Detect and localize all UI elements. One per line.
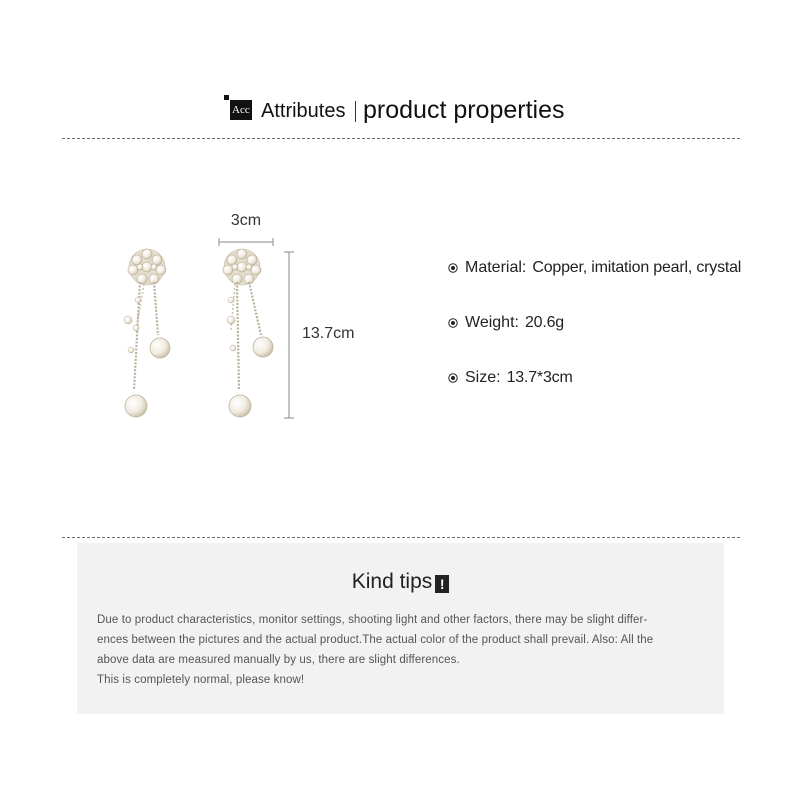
top-divider [62, 138, 740, 139]
bottom-divider [62, 537, 740, 538]
bullet-icon [448, 318, 458, 328]
kind-tips-text [97, 610, 712, 690]
kind-tips-title [77, 569, 724, 595]
header-badge: Acc [230, 100, 252, 120]
width-measurement: 3cm [230, 212, 262, 229]
header-square-mark [224, 95, 229, 100]
property-material [448, 256, 741, 280]
height-measurement: 13.7cm [302, 325, 355, 342]
tips-line: This is completely normal, please know! [97, 674, 305, 686]
kind-tips-box [77, 543, 724, 714]
property-value: 13.7*3cm [506, 369, 573, 386]
tips-line: Due to product characteristics, monitor settings, shooting light and other factors, there may be slight differ- [97, 614, 648, 626]
tips-line: ences between the pictures and the actual product.The actual color of the product shall prevail. Also: All the [97, 634, 654, 646]
property-label: Weight: [465, 314, 519, 331]
property-weight [448, 311, 564, 335]
kind-tips-title-text: Kind tips [351, 570, 433, 593]
page-title: product properties [363, 96, 565, 124]
property-size [448, 366, 573, 390]
property-value: 20.6g [524, 314, 564, 331]
bullet-icon [448, 263, 458, 273]
earring-left [124, 249, 170, 417]
header-separator [355, 101, 356, 122]
bullet-icon [448, 373, 458, 383]
exclamation-icon: ! [435, 575, 449, 593]
header-attributes-label: Attributes [261, 100, 346, 122]
property-label: Size: [465, 369, 501, 386]
property-value: Copper, imitation pearl, crystal [532, 259, 742, 276]
property-label: Material: [465, 259, 527, 276]
measurement-lines [210, 235, 300, 425]
tips-line: above data are measured manually by us, there are slight differences. [97, 654, 460, 666]
